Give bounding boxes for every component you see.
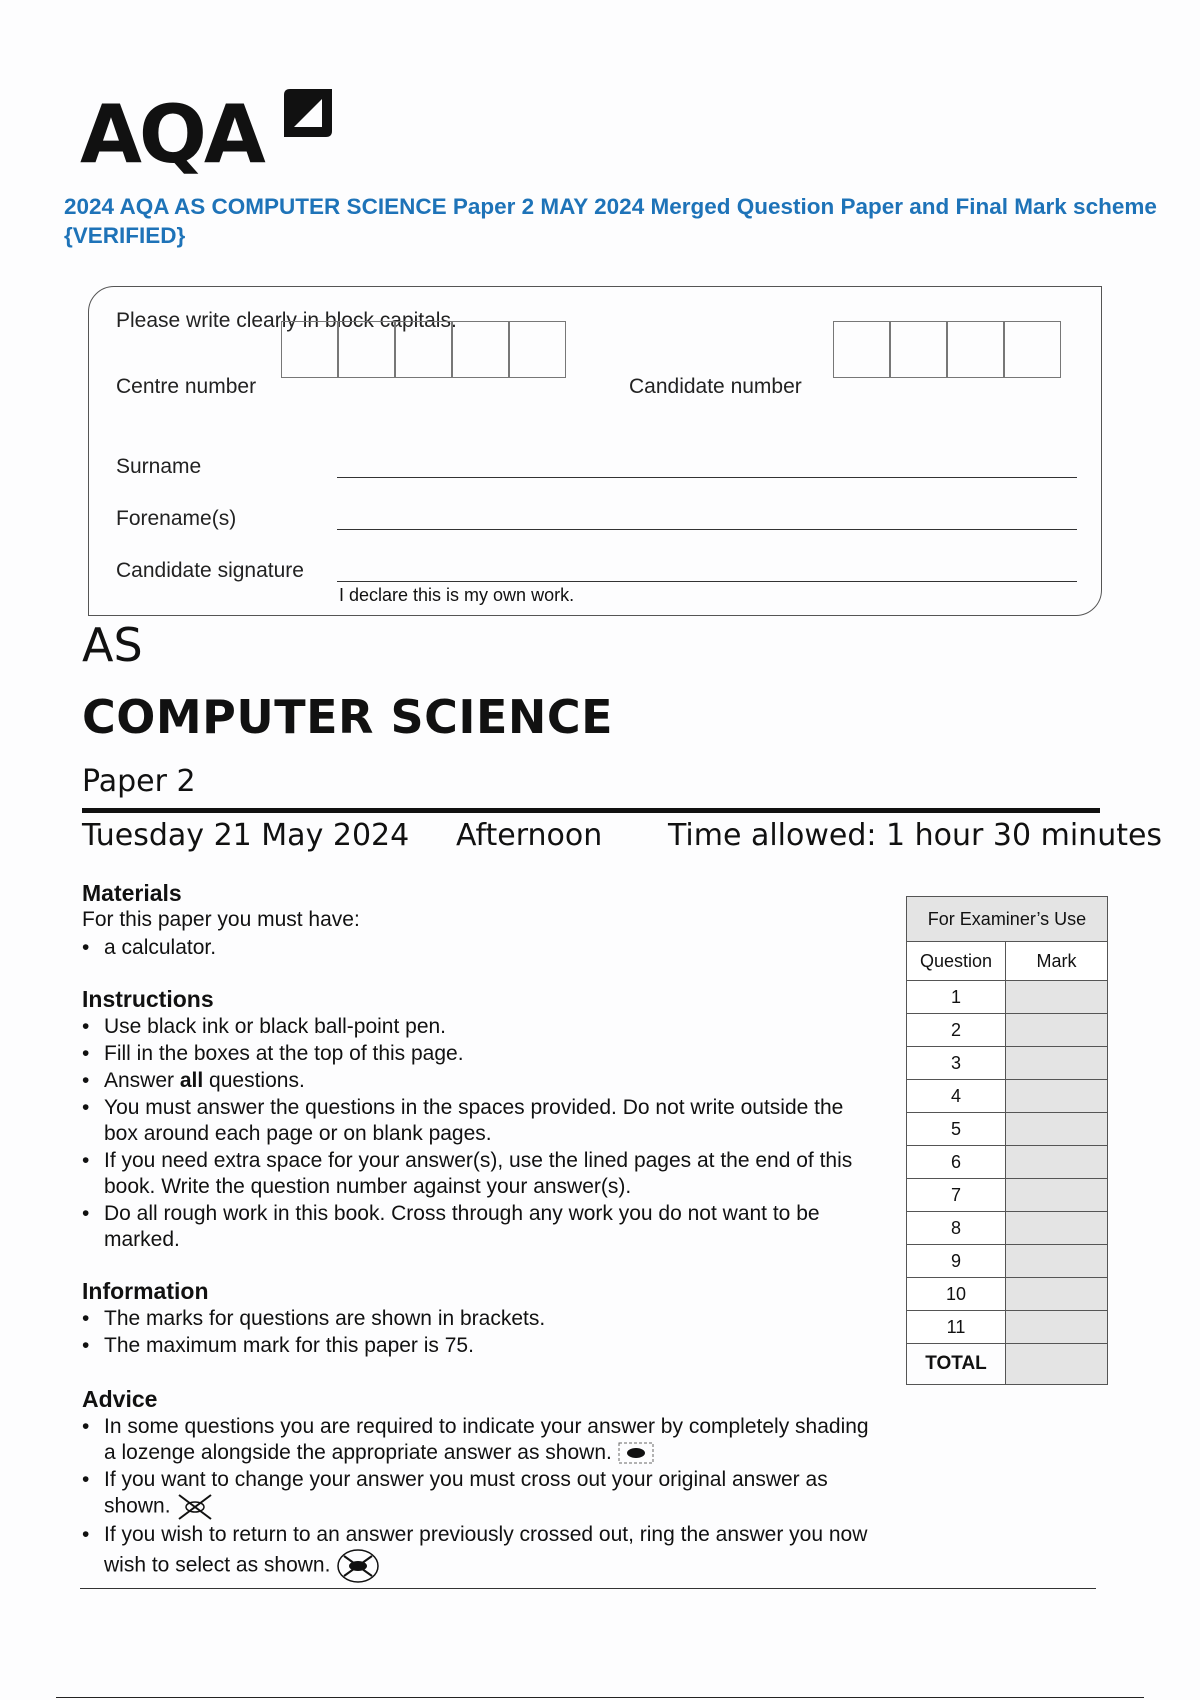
level-title: AS xyxy=(82,618,143,672)
emphasis-text: all xyxy=(179,1069,204,1092)
question-number-cell: 3 xyxy=(907,1047,1006,1080)
mark-cell[interactable] xyxy=(1006,1014,1108,1047)
mark-column-header: Mark xyxy=(1006,942,1108,981)
information-heading: Information xyxy=(82,1278,209,1304)
paper-title: Paper 2 xyxy=(82,764,196,799)
section-divider xyxy=(80,1588,1096,1589)
question-column-header: Question xyxy=(907,942,1006,981)
question-number-cell: 10 xyxy=(907,1278,1006,1311)
candidate-details-box xyxy=(88,286,1102,616)
title-divider xyxy=(82,808,1100,813)
advice-list xyxy=(82,1414,872,1585)
mark-cell[interactable] xyxy=(1006,1080,1108,1113)
advice-text-3: If you wish to return to an answer previously crossed out, ring the answer you now wish to select as shown. xyxy=(104,1523,868,1577)
exam-session: Afternoon xyxy=(456,818,603,853)
instructions-heading: Instructions xyxy=(82,986,214,1012)
subject-title: COMPUTER SCIENCE xyxy=(82,690,614,744)
mark-cell[interactable] xyxy=(1006,1113,1108,1146)
list-item xyxy=(82,1522,872,1584)
table-row xyxy=(907,1179,1108,1212)
time-allowed: Time allowed: 1 hour 30 minutes xyxy=(668,818,1163,853)
mark-cell[interactable] xyxy=(1006,981,1108,1014)
mark-cell[interactable] xyxy=(1006,1278,1108,1311)
candidate-number-box-4[interactable] xyxy=(1004,321,1061,378)
table-row xyxy=(907,1278,1108,1311)
mark-cell[interactable] xyxy=(1006,1212,1108,1245)
materials-intro: For this paper you must have: xyxy=(82,908,360,931)
centre-number-box-4[interactable] xyxy=(452,321,509,378)
list-item: • Answer all questions. xyxy=(82,1068,872,1094)
mark-cell[interactable] xyxy=(1006,1179,1108,1212)
total-label: TOTAL xyxy=(907,1344,1006,1385)
centre-number-box-2[interactable] xyxy=(338,321,395,378)
candidate-number-box-2[interactable] xyxy=(890,321,947,378)
surname-label: Surname xyxy=(116,455,202,478)
list-item: • Fill in the boxes at the top of this page. xyxy=(82,1041,872,1067)
table-row xyxy=(907,1113,1108,1146)
forename-field[interactable] xyxy=(337,529,1077,530)
examiner-use-table xyxy=(906,896,1108,1385)
mark-cell[interactable] xyxy=(1006,1146,1108,1179)
table-row xyxy=(907,1146,1108,1179)
list-item: • Use black ink or black ball-point pen. xyxy=(82,1014,872,1040)
question-number-cell: 5 xyxy=(907,1113,1006,1146)
shaded-lozenge-icon xyxy=(618,1441,654,1465)
list-item: • The marks for questions are shown in brackets. xyxy=(82,1306,872,1332)
mark-cell[interactable] xyxy=(1006,1245,1108,1278)
centre-number-label: Centre number xyxy=(116,375,257,398)
block-capitals-instruction: Please write clearly in block capitals. xyxy=(116,309,457,332)
logo-text: AQA xyxy=(80,88,263,181)
forename-label: Forename(s) xyxy=(116,507,237,530)
list-item: • You must answer the questions in the spaces provided. Do not write outside the box around each page or on blank pages. xyxy=(82,1095,872,1147)
table-row xyxy=(907,1245,1108,1278)
question-number-cell: 1 xyxy=(907,981,1006,1014)
table-row xyxy=(907,1311,1108,1344)
question-number-cell: 7 xyxy=(907,1179,1006,1212)
page-edge-divider xyxy=(56,1697,1144,1698)
centre-number-box-1[interactable] xyxy=(281,321,338,378)
declaration-text: I declare this is my own work. xyxy=(339,585,575,605)
information-list xyxy=(82,1306,872,1360)
advice-text-1: In some questions you are required to indicate your answer by completely shading a lozenge alongside the appropriate answer as shown. xyxy=(104,1415,869,1464)
list-item: • a calculator. xyxy=(82,935,872,961)
crossed-lozenge-icon xyxy=(176,1493,214,1521)
total-mark-cell[interactable] xyxy=(1006,1344,1108,1385)
table-row xyxy=(907,981,1108,1014)
question-number-cell: 4 xyxy=(907,1080,1006,1113)
table-row xyxy=(907,1047,1108,1080)
question-number-cell: 2 xyxy=(907,1014,1006,1047)
mark-cell[interactable] xyxy=(1006,1311,1108,1344)
list-item xyxy=(82,1414,872,1466)
candidate-number-box-3[interactable] xyxy=(947,321,1004,378)
table-row xyxy=(907,1080,1108,1113)
list-item: • The maximum mark for this paper is 75. xyxy=(82,1333,872,1359)
candidate-number-label: Candidate number xyxy=(629,375,802,398)
list-item xyxy=(82,1467,872,1521)
table-row xyxy=(907,1014,1108,1047)
question-number-cell: 8 xyxy=(907,1212,1006,1245)
aqa-logo xyxy=(80,85,350,180)
table-row xyxy=(907,1212,1108,1245)
centre-number-box-3[interactable] xyxy=(395,321,452,378)
materials-list xyxy=(82,935,872,962)
examiner-table-title: For Examiner’s Use xyxy=(907,897,1108,942)
advice-heading: Advice xyxy=(82,1386,158,1412)
exam-date: Tuesday 21 May 2024 xyxy=(82,818,410,853)
signature-field[interactable] xyxy=(337,581,1077,582)
signature-label: Candidate signature xyxy=(116,559,304,582)
instructions-list xyxy=(82,1014,872,1254)
question-number-cell: 11 xyxy=(907,1311,1006,1344)
document-heading: 2024 AQA AS COMPUTER SCIENCE Paper 2 MAY 2024 Merged Question Paper and Final Mark scheme {VERIFIED} xyxy=(64,194,1157,248)
materials-heading: Materials xyxy=(82,880,182,906)
candidate-number-box-1[interactable] xyxy=(833,321,890,378)
ringed-lozenge-icon xyxy=(336,1548,380,1584)
question-number-cell: 9 xyxy=(907,1245,1006,1278)
surname-field[interactable] xyxy=(337,477,1077,478)
advice-text-2: If you want to change your answer you must cross out your original answer as shown. xyxy=(104,1468,828,1518)
aqa-logo-mark-icon xyxy=(280,85,336,141)
list-item: • Do all rough work in this book. Cross through any work you do not want to be marked. xyxy=(82,1201,872,1253)
centre-number-box-5[interactable] xyxy=(509,321,566,378)
mark-cell[interactable] xyxy=(1006,1047,1108,1080)
question-number-cell: 6 xyxy=(907,1146,1006,1179)
list-item: • If you need extra space for your answer(s), use the lined pages at the end of this book. Write the question number against your answer(s). xyxy=(82,1148,872,1200)
